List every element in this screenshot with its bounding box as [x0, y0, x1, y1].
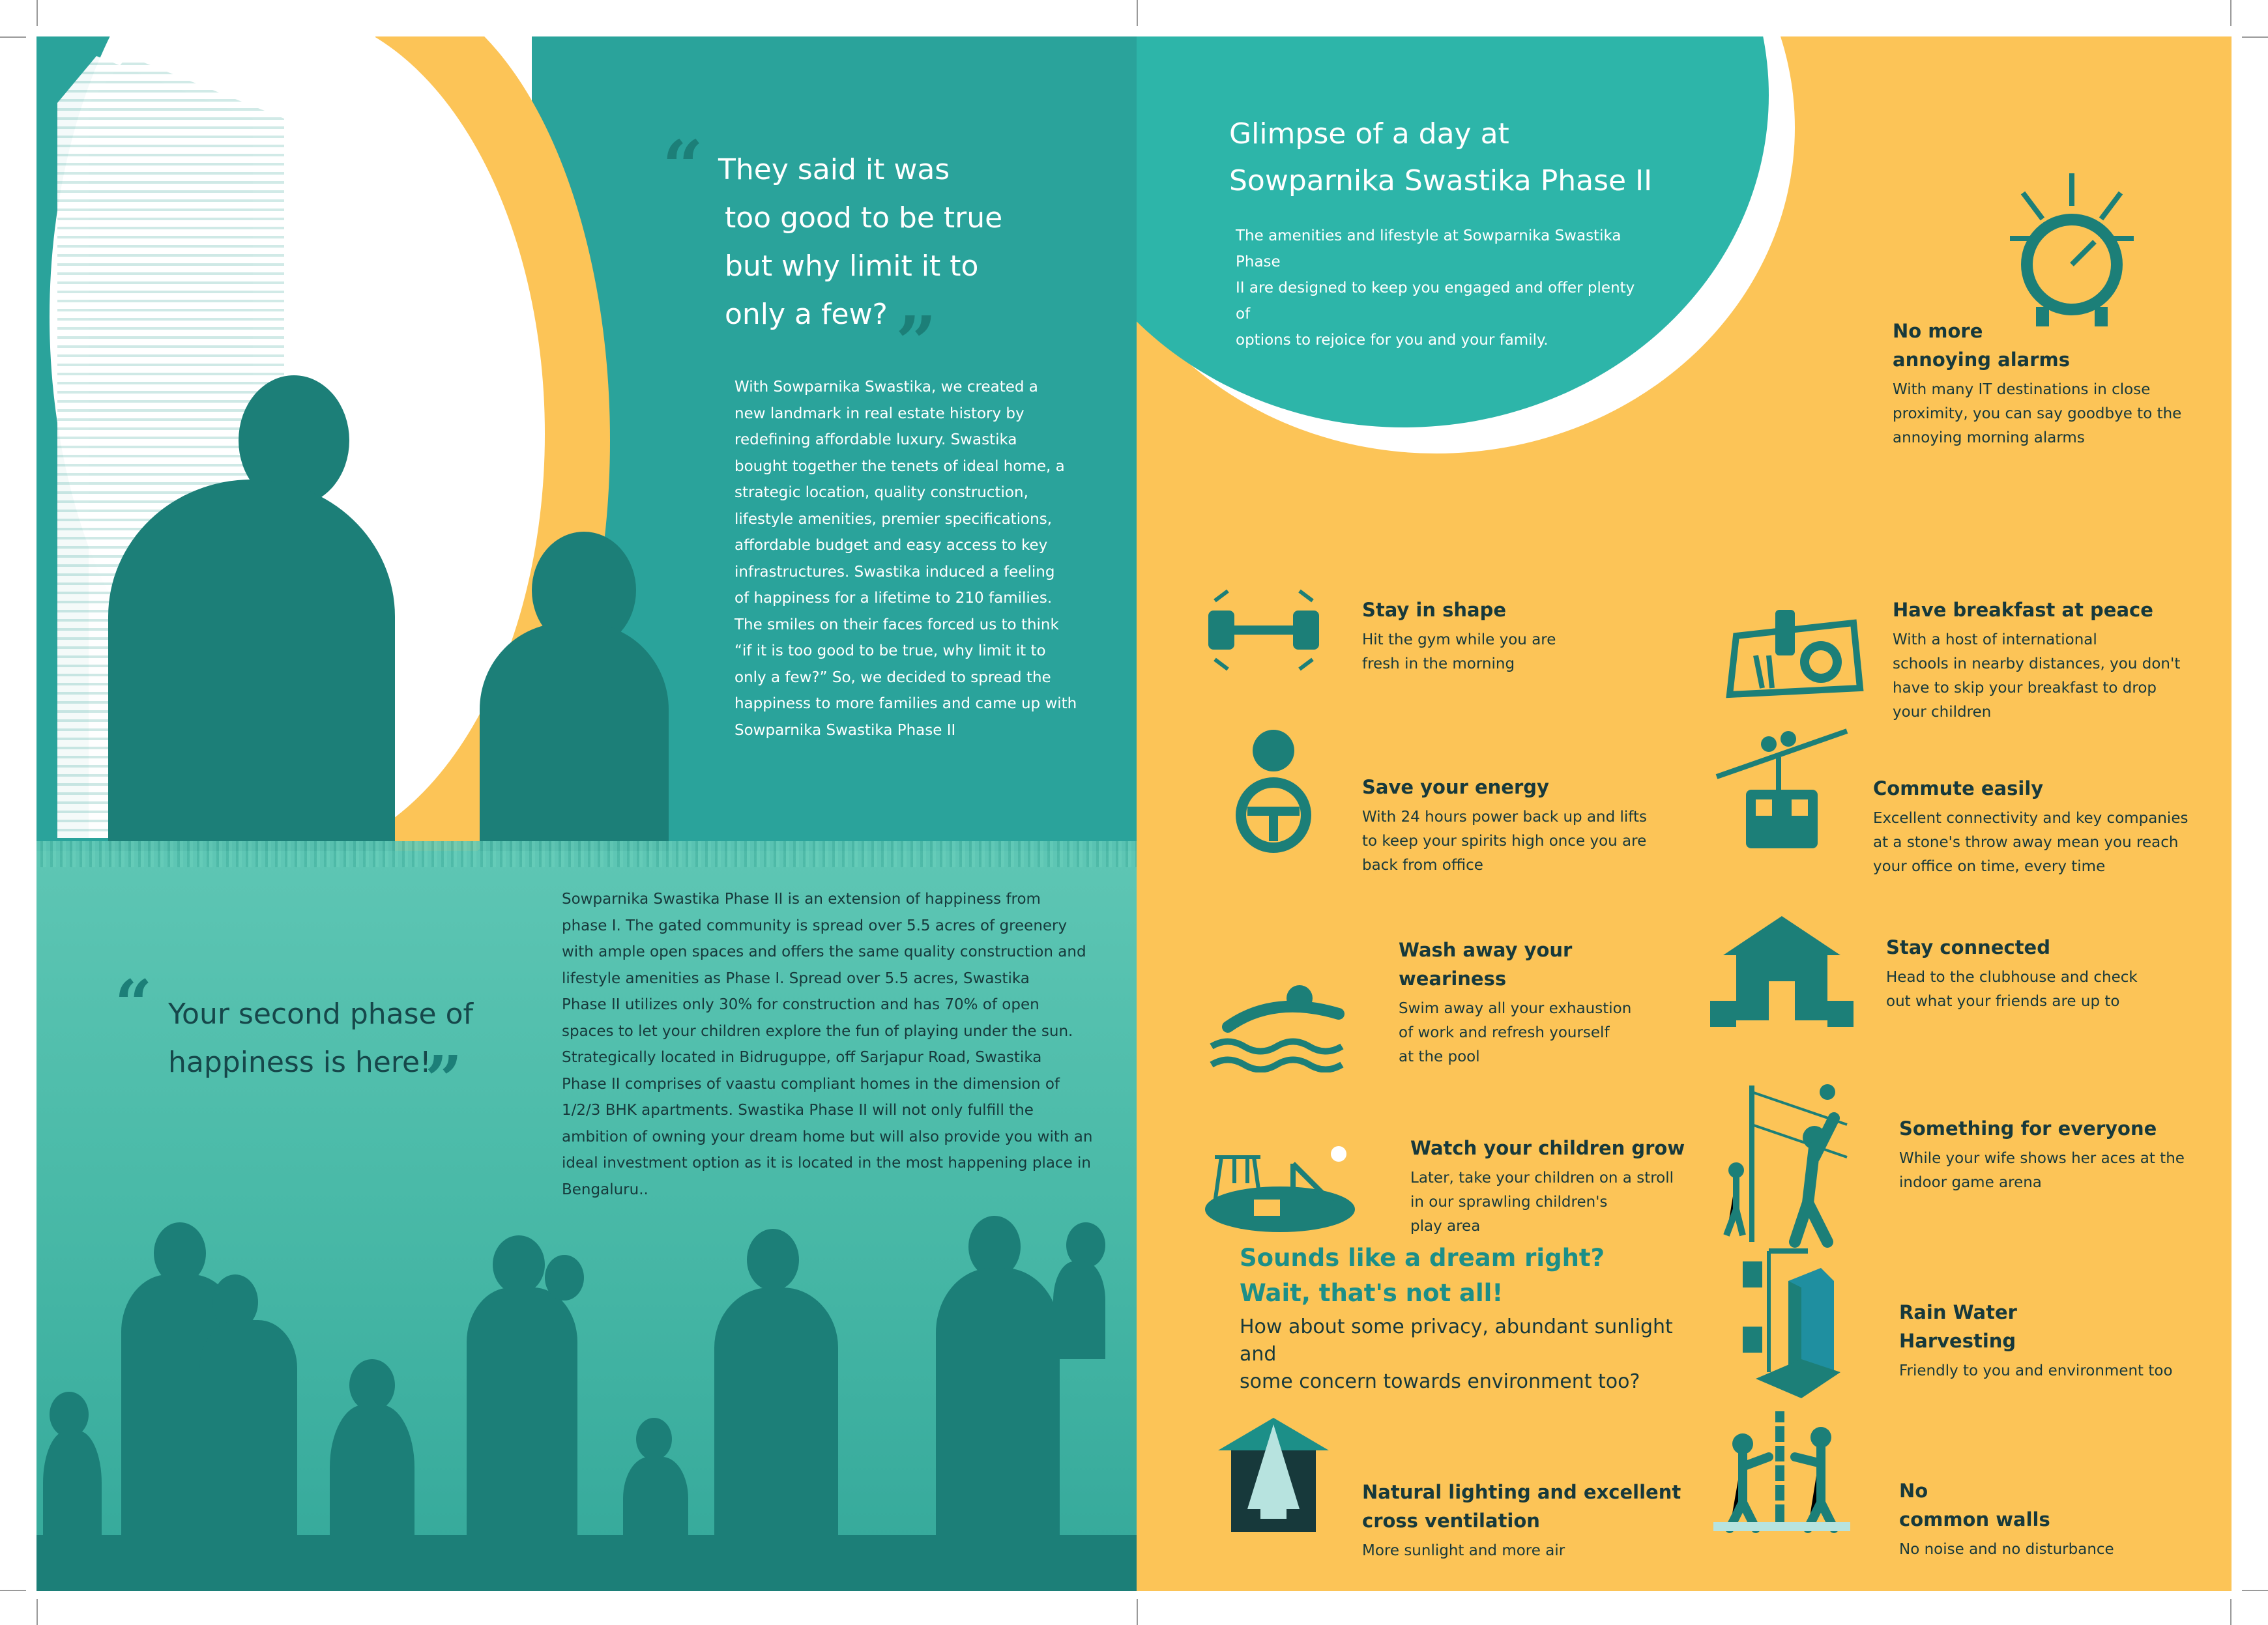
feature-swim: Wash away your weariness Swim away all your exhaustion of work and refresh yourself at the pool: [1399, 939, 1632, 1065]
feature-no-alarms: No more annoying alarms With many IT destinations in close proximity, you can say goodbye to the annoying morning alarms: [1893, 320, 2182, 446]
crop-mark: [36, 1599, 38, 1625]
feature-stay-in-shape: Stay in shape Hit the gym while you are fresh in the morning: [1362, 599, 1556, 672]
close-quote-icon: ”: [895, 300, 937, 384]
dream-headline: Sounds like a dream right? Wait, that's not all!: [1240, 1244, 1605, 1307]
clubhouse-icon: [1710, 910, 1854, 1029]
child-body-silhouette: [480, 623, 669, 870]
dream-subtext: How about some privacy, abundant sunlight and some concern towards environment too?: [1240, 1316, 1673, 1393]
crop-mark: [1137, 0, 1138, 26]
feature-playground: Watch your children grow Later, take your children on a stroll in our sprawling children's play area: [1410, 1137, 1685, 1235]
second-phase-headline: Your second phase of happiness is here!: [168, 998, 473, 1079]
foreground-grass: [36, 1535, 1137, 1591]
crop-mark: [2242, 1590, 2268, 1591]
feature-volleyball: Something for everyone While your wife shows her aces at the indoor game arena: [1899, 1117, 2185, 1191]
volleyball-icon: [1723, 1079, 1854, 1251]
crop-mark: [2230, 0, 2232, 26]
cable-car-icon: [1710, 725, 1854, 857]
grass-edge: [36, 841, 1137, 867]
crop-mark: [0, 36, 26, 38]
feature-commute: Commute easily Excellent connectivity and key companies at a stone's throw away mean you reach your office on time, every time: [1873, 777, 2188, 875]
no-walls-icon: [1710, 1405, 1854, 1538]
crop-mark: [36, 0, 38, 26]
quote-headline: They said it was too good to be true but why limit it to only a few?: [718, 153, 1003, 331]
dumbbell-icon: [1202, 588, 1326, 675]
feature-save-energy: Save your energy With 24 hours power back up and lifts to keep your spirits high once you are back from office: [1362, 776, 1647, 874]
feature-clubhouse: Stay connected Head to the clubhouse and check out what your friends are up to: [1886, 936, 2138, 1010]
right-page: [1137, 36, 2232, 1591]
feature-natural-lighting: Natural lighting and excellent cross ventilation More sunlight and more air: [1362, 1481, 1681, 1559]
page-title: Glimpse of a day at Sowparnika Swastika Phase II: [1229, 117, 1653, 197]
feature-rain-water: Rain Water Harvesting Friendly to you and environment too: [1899, 1301, 2173, 1379]
feature-breakfast: Have breakfast at peace With a host of international schools in nearby distances, you don't have to skip your breakfast to drop your children: [1893, 599, 2181, 721]
crop-mark: [2242, 36, 2268, 38]
close-quote-icon: ”: [425, 1041, 463, 1118]
left-page: [36, 36, 1137, 1591]
phase2-paragraph: Sowparnika Swastika Phase II is an extension of happiness from phase I. The gated community is spread over 5.5 acres of greenery with ample open spaces and offers the same quality construction and lifestyle amenities as Phase I. Spread over 5.5 acres, Swastika Phase II utilizes only 30% for construction and has 70% of open spaces to let your children explore the fun of playing under the sun. Strategically located in Bidruguppe, off Sarjapur Road, Swastika Phase II comprises of vaastu compliant homes in the dimension of 1/2/3 BHK apartments. Swastika Phase II will not only fulfill the ambition of owning your dream home but will also provide you with an ideal investment option as it is located in the most happening place in Bengaluru..: [562, 891, 1093, 1198]
crop-mark: [0, 1590, 26, 1591]
alarm-clock-icon: [1997, 167, 2147, 332]
open-quote-icon: “: [662, 124, 704, 209]
playground-icon: [1202, 1138, 1358, 1238]
feature-no-common-walls: No common walls No noise and no disturbance: [1899, 1480, 2114, 1558]
rain-water-icon: [1730, 1242, 1847, 1407]
open-quote-icon: “: [115, 966, 153, 1043]
crop-mark: [2230, 1599, 2232, 1625]
crop-mark: [1137, 1599, 1138, 1625]
intro-paragraph: With Sowparnika Swastika, we created a new landmark in real estate history by redefining affordable luxury. Swastika bought together the tenets of ideal home, a strategic location, quality construction, lifestyle amenities, premier specifications, affordable budget and easy access to key infrastructures. Swastika induced a feeling of happiness for a lifetime to 210 families. The smiles on their faces forced us to think “if it is too good to be true, why limit it to only a few?” So, we decided to spread the happiness to more families and came up with Sowparnika Swastika Phase II: [734, 379, 1077, 739]
sunlight-house-icon: [1215, 1411, 1332, 1538]
swimmer-icon: [1208, 981, 1358, 1075]
steering-wheel-icon: [1228, 727, 1319, 860]
intro-text: The amenities and lifestyle at Sowparnika Swastika Phase II are designed to keep you engaged and offer plenty of options to rejoice for you and your family.: [1236, 227, 1635, 349]
parent-body-silhouette: [108, 480, 395, 870]
breakfast-tray-icon: [1723, 597, 1867, 710]
